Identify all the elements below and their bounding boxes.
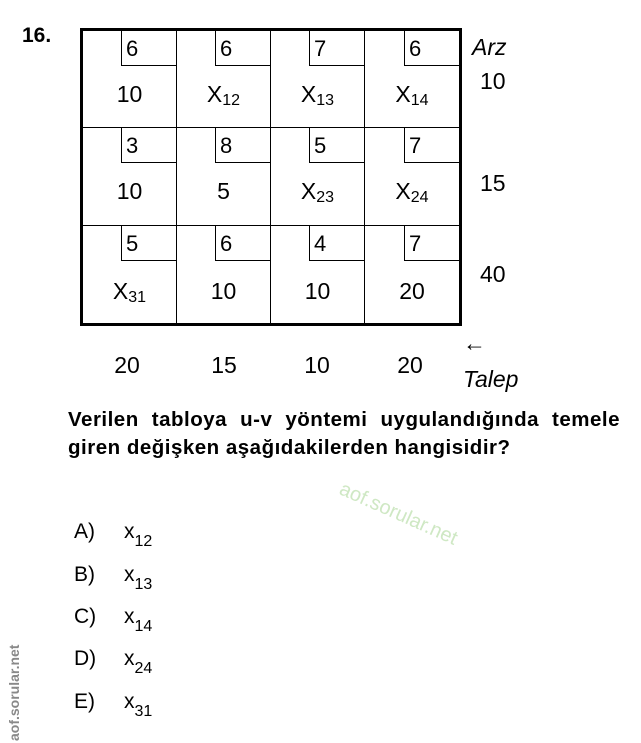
table-cell <box>83 128 177 225</box>
option-a[interactable] <box>74 520 152 551</box>
cost-box: 4 <box>309 226 364 261</box>
cell-value: $X_{24}$ <box>395 178 429 207</box>
table-cell <box>271 226 365 323</box>
option-d[interactable] <box>74 647 152 678</box>
table-cell <box>271 31 365 128</box>
option-e[interactable] <box>74 690 152 721</box>
cost-box: 7 <box>404 128 459 163</box>
table-cell <box>177 226 271 323</box>
option-var: x <box>124 605 135 628</box>
option-letter: D) <box>74 647 97 670</box>
demand-label: Talep <box>463 366 519 392</box>
option-var: x <box>124 647 135 670</box>
table-cell <box>365 31 459 128</box>
demand-1: 20 <box>114 352 140 378</box>
option-b[interactable] <box>74 563 152 594</box>
transport-table <box>80 28 462 326</box>
table-cell <box>83 226 177 323</box>
table-cell <box>177 31 271 128</box>
cost-box: 7 <box>404 226 459 261</box>
cost-box: 6 <box>121 31 176 66</box>
option-sub: 13 <box>134 576 153 593</box>
demand-4: 20 <box>397 352 423 378</box>
table-cell <box>271 128 365 225</box>
option-c[interactable] <box>74 605 152 636</box>
cell-value: $X_{14}$ <box>395 81 429 109</box>
option-letter: A) <box>74 520 95 543</box>
cell-value: $X_{31}$ <box>112 277 147 306</box>
option-var: x <box>124 520 135 543</box>
cost-box: 6 <box>404 31 459 66</box>
arrow-left-icon: ← <box>463 330 486 356</box>
cell-value: 20 <box>399 277 425 304</box>
table-cell <box>83 31 177 128</box>
option-letter: E) <box>74 690 95 713</box>
cost-box: 3 <box>121 128 176 163</box>
option-letter: B) <box>74 563 95 586</box>
cell-value: 10 <box>116 178 143 205</box>
supply-1: 10 <box>480 68 506 94</box>
table-cell <box>365 226 459 323</box>
option-sub: 14 <box>134 618 153 635</box>
cost-box: 5 <box>309 128 364 163</box>
cost-box: 7 <box>309 31 364 66</box>
option-letter: C) <box>74 605 97 628</box>
question-text: Verilen tabloya u-v yöntemi uygulandığında temele giren değişken aşağıdakilerden hangisidir? <box>68 408 620 459</box>
option-sub: 24 <box>134 660 153 677</box>
supply-2: 15 <box>480 170 506 196</box>
question-number: 16. <box>22 24 52 47</box>
demand-2: 15 <box>211 352 237 378</box>
option-var: x <box>124 690 135 713</box>
supply-label: Arz <box>472 34 507 60</box>
cell-value: 10 <box>304 277 331 304</box>
table-cell <box>365 128 459 225</box>
cost-box: 5 <box>121 226 176 261</box>
cell-value: 10 <box>210 277 237 304</box>
watermark: aof.sorular.net <box>336 478 461 550</box>
cell-value: $X_{13}$ <box>300 81 335 109</box>
cost-box: 6 <box>215 31 270 66</box>
cost-box: 8 <box>215 128 270 163</box>
cell-value: 5 <box>217 178 230 205</box>
cost-box: 6 <box>215 226 270 261</box>
demand-3: 10 <box>304 352 330 378</box>
option-sub: 12 <box>134 533 153 550</box>
supply-3: 40 <box>480 261 506 287</box>
cell-value: $X_{12}$ <box>206 81 241 109</box>
option-var: x <box>124 563 135 586</box>
table-cell <box>177 128 271 225</box>
cell-value: $X_{23}$ <box>300 178 335 207</box>
option-sub: 31 <box>134 703 153 720</box>
side-watermark: aof.sorular.net <box>6 644 22 741</box>
cell-value: 10 <box>116 81 143 107</box>
